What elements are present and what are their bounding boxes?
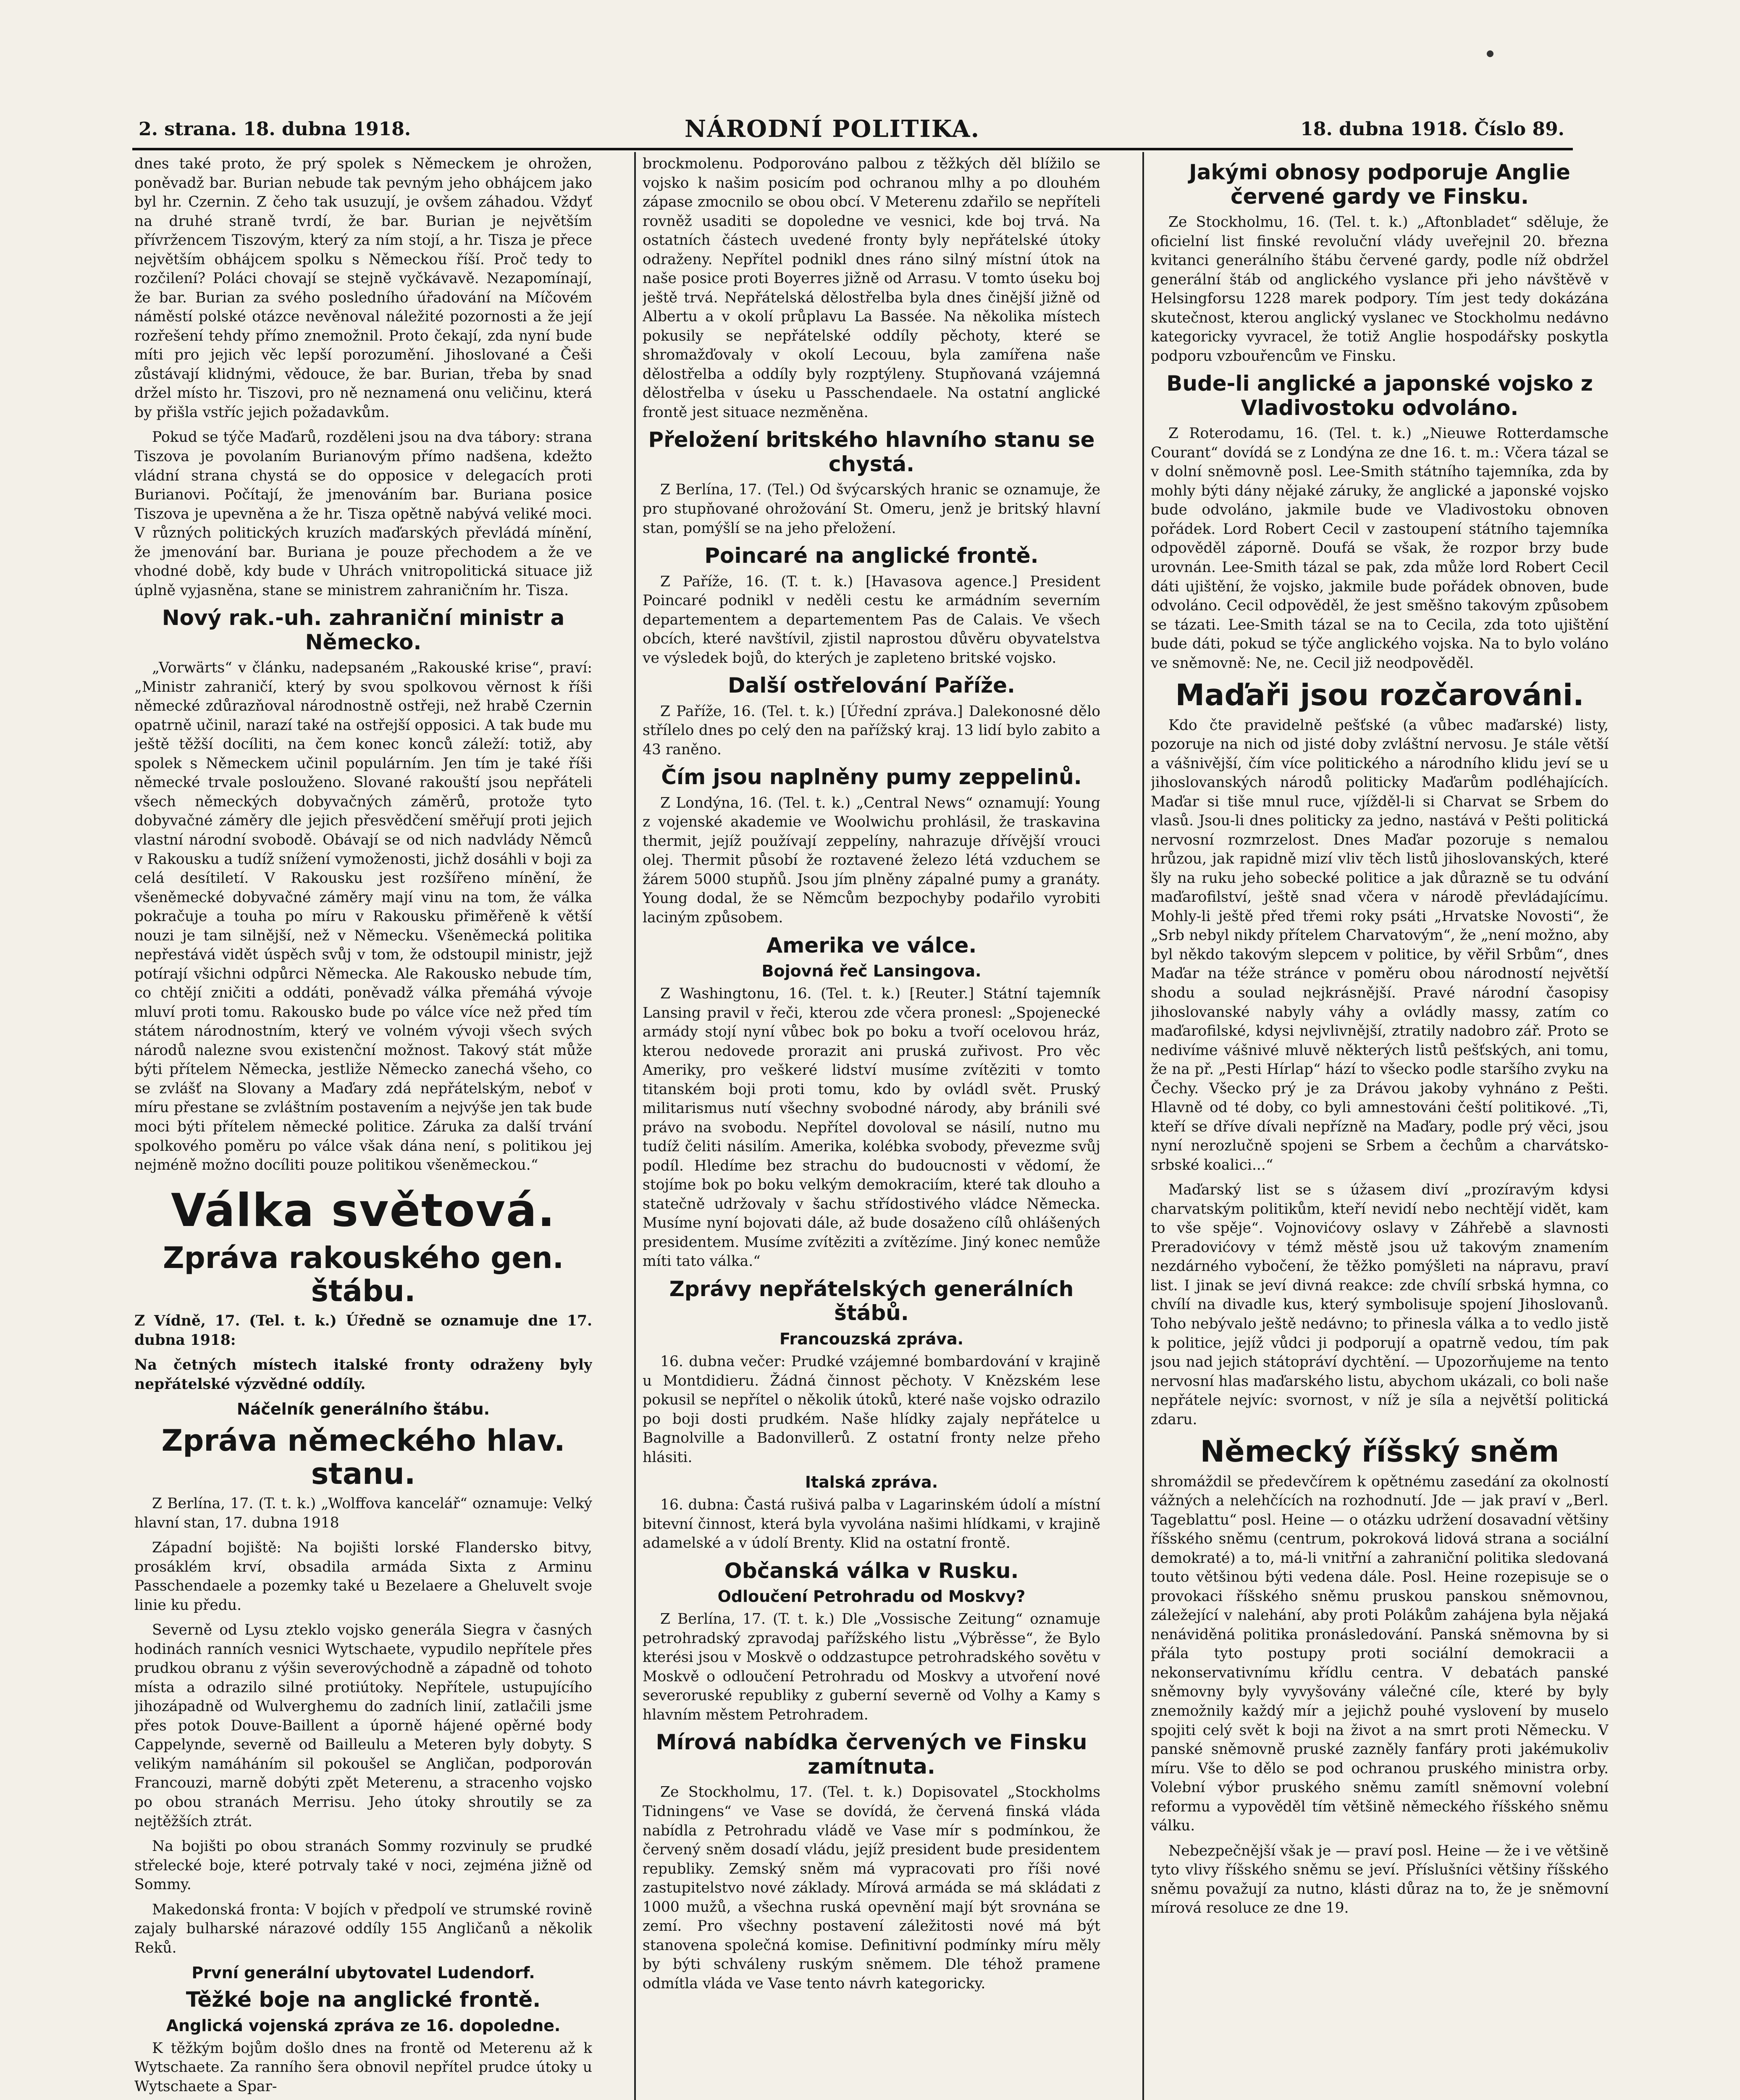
article-text: Kdo čte pravidelně pešťské (a vůbec maďarské) listy, pozoruje na nich od jisté doby zvláštní nervosu. Je stále větší a vášnivější, čím více politického a národního klidu jeví se u jihoslovanských národů politicky Maďarům podléhajících. Maďar si tiše mnul ruce, vjížděl-li si Charvat se Srbem do vlasů. Jsou-li dnes politicky za jedno, nastává v Pešti politická nervosní rozmrzelost. Dnes Maďar pozoruje s nemalou hrůzou, jak rapidně mizí vliv těch listů jihoslovanských, které šly na ruku jeho sobecké politice a jak důrazně se tu odvání maďarofilství, ještě snad včera v národě převládajícímu. Mohly-li ještě před třemi roky psáti „Hrvatske Novosti“, že „Srb nebyl nikdy přítelem Charvatovým“, že „není možno, aby byl někdo takovým slepcem v politice, by věřil Srbům“, dnes Maďar na téže stránce v poměru obou národností největší shodu a soulad nejkrásnější. Pravé národní časopisy jihoslovanské nabyly váhy a ovládly massy, zatím co maďarofilské, kdysi nejvlivnější, ztratily nadobro zář. Proto se nedivíme vášnivé mluvě některých listů pešťských, ani tomu, že na př. „Pesti Hírlap“ hází to všecko podle staršího zvyku na Čechy. Všecko prý je za Drávou jakoby vyhnáno z Pešti. Hlavně od té doby, co byli amnestováni čeští politikové. „Ti, kteří se dříve dívali nepřízně na Maďary, podle prý věci, jsou nyní nerozlučně spojeni se Srbem a čechům a charvátsko-srbské koalici...“ bbox=[1151, 717, 1609, 1173]
article-text: Z Berlína, 17. (T. t. k.) „Wolffova kancelář“ oznamuje: Velký hlavní stan, 17. dubna 1918 bbox=[134, 1495, 592, 1531]
report-text: Na četných místech italské fronty odraženy byly nepřátelské výzvědné oddíly. bbox=[134, 1357, 592, 1393]
headline-world-war: Válka světová. bbox=[171, 1184, 556, 1237]
article-text: Ze Stockholmu, 16. (Tel. t. k.) „Aftonbladet“ sděluje, že oficielní list finské revoluční vlády uveřejnil 20. března kvitanci generálního štábu červené gardy, podle níž obdržel generální štáb od anglického vyslance při jeho návštěvě v Helsingforsu 1228 marek podpory. Tím jest tedy dokázána skutečnost, kterou anglický vyslanec ve Stockholmu nedávno kategoricky vyvracel, že totiž Anglie hospodářsky poskytla podporu vzbouřencům ve Finsku. bbox=[1151, 214, 1609, 365]
article-text: Na bojišti po obou stranách Sommy rozvinuly se prudké střelecké boje, které potrvaly také v noci, zejména jižně od Sommy. bbox=[134, 1838, 592, 1893]
header-date-left: 2. strana. 18. dubna 1918. bbox=[139, 118, 411, 140]
report-signature: První generální ubytovatel Ludendorf. bbox=[192, 1964, 535, 1982]
article-text: Pokud se týče Maďarů, rozděleni jsou na dva tábory: strana Tiszova je povolaním Burianovým přímo nadšena, kdežto vládní strana chystá se do opposice v delegacích proti Burianovi. Počítají, že jmenováním bar. Buriana posice Tiszova je upevněna a že hr. Tisza opětně nabývá veliké moci. V různých politických kruzích maďarských převládá mínění, že jmenování bar. Buriana je pouze přechodem a že ve vhodné době, kdy bude v Uhrách vnitropolitická situace již úplně vyjasněna, stane se ministrem zahraničním hr. Tisza. bbox=[134, 429, 592, 599]
headline-magyars: Maďaři jsou rozčarováni. bbox=[1175, 678, 1584, 713]
headline-heavy-fighting: Těžké boje na anglické frontě. bbox=[186, 1987, 541, 2012]
subheadline: Francouzská zpráva. bbox=[779, 1329, 964, 1348]
headline-england-finland: Jakými obnosy podporuje Anglie červené gardy ve Finsku. bbox=[1189, 160, 1570, 209]
article-text: brockmolenu. Podporováno palbou z těžkých děl blížilo se vojsko k našim posicím pod ochranou mlhy a po dlouhém zápase zmocnilo se obou obcí. V Meterenu zdařilo se nepříteli rovněž usaditi se dopoledne ve vesnici, kde boj trvá. Na ostatních částech uvedené fronty byly nepřátelské útoky odraženy. Nepřítel podnikl dnes ráno silný místní útok na naše posice proti Boyerres jižně od Arrasu. V tomto úseku boj ještě trvá. Nepřátelská dělostřelba byla dnes činější jižně od Albertu a v okolí průplavu La Bassée. Na několika místech pokusily se nepřátelské oddíly pěchoty, které se shromažďovaly v okolí Lecouu, byla zamířena naše dělostřelba a oddíly byly rozptýleny. Stupňovaná vzájemná dělostřelba v úseku u Passchendaele. Na ostatní anglické frontě jest situace nezměněna. bbox=[643, 155, 1100, 421]
headline-poincare: Poincaré na anglické frontě. bbox=[704, 543, 1039, 568]
header-rule bbox=[132, 148, 1573, 150]
headline-finland-peace: Mírová nabídka červených ve Finsku zamítnuta. bbox=[656, 1730, 1087, 1779]
article-text: K těžkým bojům došlo dnes na frontě od Meterenu až k Wytschaete. Za ranního šera obnovil nepřítel prudce útoky u Wytschaete a Spar- bbox=[134, 2040, 592, 2095]
ink-speck bbox=[1487, 50, 1493, 57]
article-text: Z Berlína, 17. (Tel.) Od švýcarských hranic se oznamuje, že pro stupňované ohrožování St. Omeru, jenž je britský hlavní stan, pomýšlí se na jeho přeložení. bbox=[643, 481, 1100, 537]
headline-zeppelin-bombs: Čím jsou naplněny pumy zeppelinů. bbox=[661, 765, 1082, 790]
article-text: shromáždil se předevčírem k opětnému zasedání za okolností vážných a nelehčících na rozhodnutí. Jde — jak praví v „Berl. Tageblattu“ posl. Heine — o otázku udržení dosavadní většiny říšského sněmu (centrum, pokroková lidová strana a sociální demokraté) a to, má-li vnitřní a zahraniční politika sledovaná touto většinou býti vedena dále. Posl. Heine rozepisuje se o provokaci říšského sněmu pruskou panskou sněmovnou, záležející v nalehání, aby proti Polákům zahájena byla nějaká nenáviděná politika pronásledování. Panská sněmovna by si přála tyto postupy proti sociální demokracii a nekonservativnímu křídlu centra. V debatách panské sněmovny byly vyvyšovány válečné cíle, které by byly znemožnily každý mír a jejichž pouhé vyslovení by muselo spojiti celý svět k boji na život a na smrt proti Německu. V panské sněmovně pruské zazněly fanfáry proti jakémukoliv míru. Vše to dělo se pod ochranou pruského ministra orby. Volební výbor pruského sněmu zamítl sněmovní volební reformu a vypověděl tím většině německého říšského sněmu válku. bbox=[1151, 1473, 1609, 1835]
headline-civil-war-russia: Občanská válka v Rusku. bbox=[724, 1558, 1019, 1583]
headline-british-hq: Přeložení britského hlavního stanu se chystá. bbox=[648, 428, 1095, 476]
headline-vladivostok: Bude-li anglické a japonské vojsko z Vladivostoku odvoláno. bbox=[1166, 371, 1593, 420]
headline-german-report: Zpráva německého hlav. stanu. bbox=[161, 1423, 565, 1491]
article-text: Ze Stockholmu, 17. (Tel. t. k.) Dopisovatel „Stockholms Tidningens“ ve Vase se dovídá, že červená finská vláda nabídla z Petrohradu vládě ve Vase mír s podmínkou, že červený sněm dosadí vládu, jejíž president bude presidentem republiky. Zemský sněm má vypracovati pro říši nové zastupitelstvo nové základy. Mírová armáda se má skládati z 1000 mužů, a všechna ruská opevnění mají být srovnána se zemí. Pro všechny postavení záležitosti nové má být stanovena společná komise. Definitivní podmínky míru měly by býti schváleny ruským sněmem. Dle téhož pramene odmítla vláda ve Vase tento návrh kategoricky. bbox=[643, 1784, 1100, 1992]
subheadline: Italská zpráva. bbox=[805, 1473, 938, 1492]
article-text: Nebezpečnější však je — praví posl. Heine — že i ve většině tyto vlivy říšského sněmu se jeví. Příslušníci většiny říšského sněmu považují za nutno, klásti důraz na to, že je sněmovní mírová resoluce ze dne 19. bbox=[1151, 1842, 1609, 1917]
headline-reichstag: Německý říšský sněm bbox=[1200, 1434, 1559, 1469]
article-text: Z Paříže, 16. (Tel. t. k.) [Úřední zpráva.] Dalekonosné dělo střílelo dnes po celý den na pařížský kraj. 13 lidí bylo zabito a 43 raněno. bbox=[643, 703, 1100, 758]
column-3 bbox=[1151, 155, 1609, 2100]
column-divider-2 bbox=[1142, 152, 1144, 2100]
column-1 bbox=[134, 155, 592, 2100]
dateline: Z Vídně, 17. (Tel. t. k.) Úředně se oznamuje dne 17. dubna 1918: bbox=[134, 1312, 592, 1349]
article-text: Západní bojiště: Na bojišti lorské Flandersko bitvy, prosáklém krví, obsadila armáda Sixta z Arminu Passchendaele a pozemky také u Bezelaere a Gheluvelt svoje linie ku předu. bbox=[134, 1539, 592, 1614]
subheadline: Odloučení Petrohradu od Moskvy? bbox=[717, 1587, 1026, 1606]
headline-enemy-staff-reports: Zprávy nepřátelských generálních štábů. bbox=[669, 1276, 1074, 1326]
column-2 bbox=[643, 155, 1100, 2100]
page-header bbox=[139, 115, 1564, 149]
subheadline: Anglická vojenská zpráva ze 16. dopoledne. bbox=[166, 2016, 561, 2035]
article-text: Severně od Lysu zteklo vojsko generála Siegra v časných hodinách ranních vesnici Wytschaete, vypudilo nepřítele přes prudkou obranu z výšin severovýchodně a západně od tohoto místa a odrazilo silné protiútoky. Nepřítele, ustupujícího jihozápadně od Wulverghemu do zadních linií, zatlačili jsme přes potok Douve-Baillent a úporně hájené opěrné body Cappelynde, severně od Bailleulu a Meteren byly dobyty. S velikým namáháním sil pokoušel se Angličan, podporován Francouzi, marně dobýti zpět Meterenu, a stracenho vojsko po obou stranách Merrisu. Jeho útoky shroutily se za nejtěžších ztrát. bbox=[134, 1622, 592, 1830]
headline-austrian-report: Zpráva rakouského gen. štábu. bbox=[163, 1241, 564, 1308]
masthead-title: NÁRODNÍ POLITIKA. bbox=[685, 115, 980, 143]
subheadline: Bojovná řeč Lansingova. bbox=[761, 962, 982, 980]
report-signature: Náčelník generálního štábu. bbox=[236, 1400, 490, 1419]
article-text: dnes také proto, že prý spolek s Německem je ohrožen, poněvadž bar. Burian nebude tak pevným jeho obhájcem jako byl hr. Czernin. Z čeho tak usuzují, je ovšem záhadou. Vždyť na druhé straně tvrdí, že bar. Burian je největším přívržencem Tiszovým, který za ním stojí, a hr. Tisza je přece největším obhájcem spolku s Německou říší. Proč tedy to rozčilení? Poláci chovají se stejně vyčkávavě. Nezapomínají, že bar. Burian za svého posledního úřadování na Míčovém náměstí polské otázce nevěnoval náležité pozornosti a že její rozřešení tehdy přímo znemožnil. Proto čekají, zda nyní bude míti pro jejich věc lepší porozumění. Jihoslované a Češi zůstávají klidnými, vědouce, že bar. Burian, třeba by snad držel místo hr. Tiszovi, pro ně neznamená onu veličinu, která by přišla vstříc jejich požadavkům. bbox=[134, 155, 592, 421]
article-text: Maďarský list se s úžasem diví „prozíravým kdysi charvatským politikům, kteří nevidí nebo nechtějí vidět, kam to vše spěje“. Vojnovićovy oslavy v Záhřebě a slavnosti Preradovićovy v témž městě jsou už takovým znamením nezdárného vybočení, že těžko pomýšleti na nápravu, praví list. I jinak se jeví divná reakce: zde chvílí srbská hymna, co chvílí na divadle kus, který symbolisuje spojení Jihoslovanů. Toho nebývalo ještě nedávno; to přinesla válka a to vedlo jistě k politice, jejíž vůdci ji podporují a opatrně vedou, tím pak jsou nad jejich státopráví dychtění. — Upozorňujeme na tento nervosní hlas maďarského listu, abychom ukázali, co boli naše nepřátele nejvíc: svornost, v níž je síla a největší politická zdaru. bbox=[1151, 1181, 1609, 1428]
article-text: Z Washingtonu, 16. (Tel. t. k.) [Reuter.] Státní tajemník Lansing pravil v řeči, kterou zde včera pronesl: „Spojenecké armády stojí nyní vůbec bok po boku a tvoří ocelovou hráz, kterou nedovede prorazit ani pruská zuřivost. Pro věc Ameriky, pro veškeré lidství musíme zvítěziti v tomto titanském boji proti tomu, kdo by ovládl svět. Pruský militarismus nutí všechny svobodné národy, aby bránili své právo na svobodu. Nepřítel dovoloval se násilí, nutno mu tudíž čeliti násilím. Amerika, kolébka svobody, převezme svůj podíl. Hledíme bez strachu do budoucnosti v vědomí, že stojíme bok po boku velkým demokraciím, které tak dlouho a statečně udržovaly v šachu střídostivého vládce Německa. Musíme nyní bojovati dále, až bude dosaženo cílů ohlášených presidentem. Musíme zvítěziti a zvítězíme. Jiný konec nemůže míti tato válka.“ bbox=[643, 985, 1100, 1270]
article-text: Z Roterodamu, 16. (Tel. t. k.) „Nieuwe Rotterdamsche Courant“ dovídá se z Londýna ze dne 16. t. m.: Včera tázal se v dolní sněmovně posl. Lee-Smith státního tajemníka, zda by mohly býti dány nějaké záruky, že anglické a japonské vojsko bude odvoláno, jakmile bude ve Vladivostoku obnoven pořádek. Lord Robert Cecil v zastoupení státního tajemníka odpověděl záporně. Doufá se však, že rozpor brzy bude urovnán. Lee-Smith tázal se pak, zda může lord Robert Cecil dáti ujištění, že vojsko, jakmile bude pořádek obnoven, bude odvoláno. Cecil odpověděl, že jest směšno takovým způsobem se tázati. Lee-Smith tázal se na to Cecila, zda toto ujištění bude dáti, pokud se týče anglického vojska. Na to bylo voláno ve sněmovně: Ne, ne. Cecil již neodpověděl. bbox=[1151, 425, 1609, 672]
article-text: Makedonská fronta: V bojích v předpolí ve strumské rovině zajaly bulharské nárazové oddíly 155 Angličanů a několik Reků. bbox=[134, 1901, 592, 1956]
article-text: 16. dubna večer: Prudké vzájemné bombardování v krajině u Montdidieru. Žádná činnost pěchoty. V Knězském lese pokusil se nepřítel o několik útoků, které naše vojsko odrazilo po boji dosti prudkém. Naše hlídky zajaly nepřátelce u Bagnolville a Badonvillerů. Z ostatní fronty nelze přeho hlásiti. bbox=[643, 1353, 1100, 1466]
article-text: Z Paříže, 16. (T. t. k.) [Havasova agence.] President Poincaré podnikl v neděli cestu ke armádním severním departementem a departementem Pas de Calais. Ve všech obcích, které navštívil, zjistil naprostou důvěru obyvatelstva ve výsledek bojů, do kterých je zapleteno britské vojsko. bbox=[643, 573, 1100, 667]
article-text: „Vorwärts“ v článku, nadepsaném „Rakouské krise“, praví: „Ministr zahraničí, který by svou spolkovou věrnost k říši německé zdůrazňoval národnostně ostřeji, než hrabě Czernin opatrně učinil, narazí také na ostřejší opposici. A tak bude mu ještě těžší docíliti, na čem konec konců záleží: totiž, aby spolek s Německem učinil populárním. Jen tím je také říši německé trvale poslouženo. Slované rakouští jsou nepřáteli všech německých dobyvačných záměrů, protože tyto dobyvačné záměry dle jejich přesvědčení směřují proti jejich vlastní národní svobodě. Obávají se od nich nadvlády Němců v Rakousku a tudíž snížení vymoženosti, jichž dosáhli v boji za celá desítiletí. V Rakousku jest rozšířeno mínění, že všeněmecké dobyvačné záměry mají vinu na tom, že válka pokračuje a touha po míru v Rakousku přiměřeně k větší nouzi je tam silnější, než v Německu. Všeněmecká politika nepřestává vidět úspěch svůj v tom, že odstoupil ministr, jejž potírají všichni odpůrci Německa. Ale Rakousko nebude tím, co chtějí zničiti a oddáti, poněvadž válka přemáhá vývoje mluví proti tomu. Rakousko bude po válce více než před tím státem národnostním, který ve volném vývoji všech svých národů nalezne svou existenční možnost. Takový stát může býti přítelem Německa, jestliže Německo zanechá všeho, co se zvlášť na Slovany a Maďary zdá nepřátelským, neboť v míru přestane se zvláštním postavením a nejvýše jen tak bude moci býti přítelem německé politice. Záruka za další trvání spolkového poměru po válce však dána není, s politikou jej nejméně možno docíliti pouze politikou všeněmeckou.“ bbox=[134, 659, 592, 1174]
article-text: Z Berlína, 17. (T. t. k.) Dle „Vossische Zeitung“ oznamuje petrohradský zpravodaj pařížského listu „Výbrěsse“, že Bylo kterési jsou v Moskvě o oddzastupce petrohradského sovětu v Moskvě o odloučení Petrohradu od Moskvy a utvoření nové severoruské republiky z guberní severně od Volhy a Kamy s hlavním městem Petrohradem. bbox=[643, 1611, 1100, 1723]
headline-america: Amerika ve válce. bbox=[766, 933, 977, 958]
column-divider-1 bbox=[634, 152, 636, 2100]
article-text: Z Londýna, 16. (Tel. t. k.) „Central News“ oznamují: Young z vojenské akademie ve Woolwichu prohlásil, že traskavina thermit, jejíž používají zeppelíny, nahrazuje dřívější vrouci olej. Thermit působí že roztavené železo létá vzduchem se žárem 5000 stupňů. Jsou jím plněny zápalné pumy a granáty. Young dodal, že se Němcům bezpochyby podařilo vyrobiti laciným způsobem. bbox=[643, 794, 1100, 926]
article-text: 16. dubna: Častá rušivá palba v Lagarinském údolí a místní bitevní činnost, která byla vyvolána našimi hlídkami, v krajině adamelské a v údolí Brenty. Klid na ostatní frontě. bbox=[643, 1496, 1100, 1552]
headline-minister: Nový rak.-uh. zahraniční ministr a Německo. bbox=[162, 606, 565, 654]
headline-paris-shelling: Další ostřelování Paříže. bbox=[727, 673, 1016, 698]
header-date-issue: 18. dubna 1918. Číslo 89. bbox=[1300, 118, 1564, 140]
